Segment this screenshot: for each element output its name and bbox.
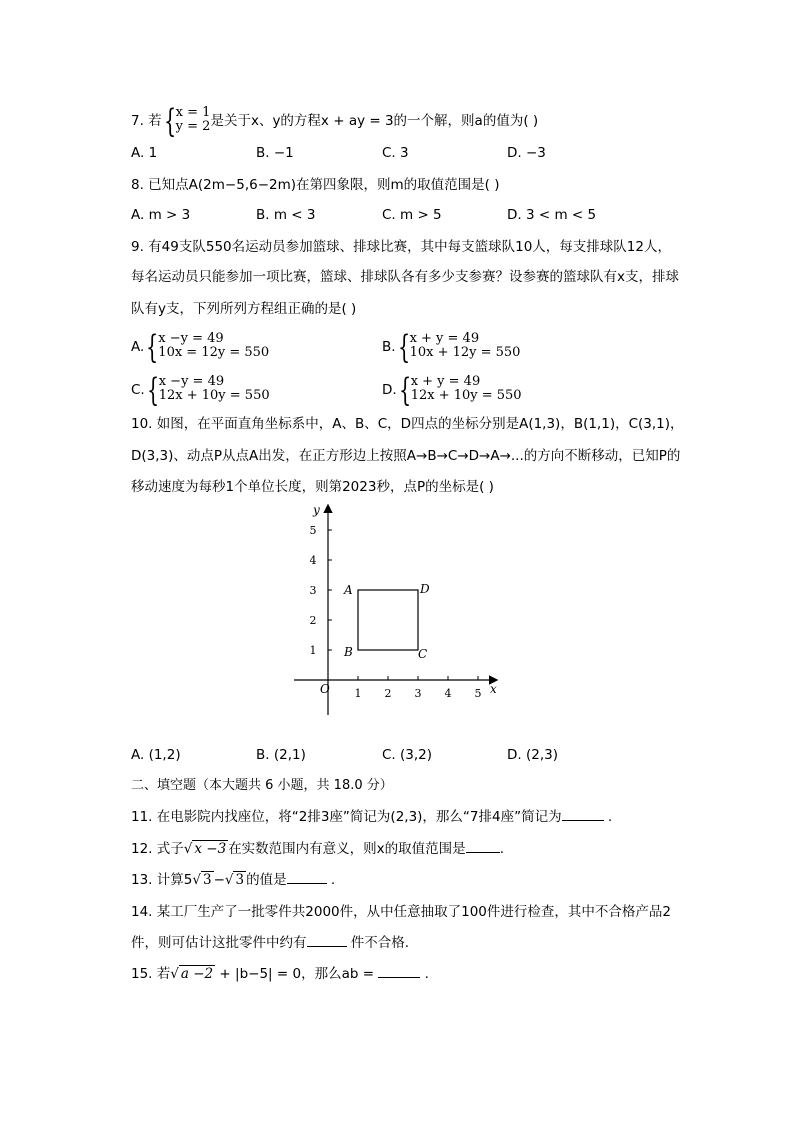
q9-option-a-label: A. — [131, 339, 145, 355]
q9-option-d-label: D. — [382, 382, 397, 398]
q7-system: { x = 1 y = 2 — [163, 102, 211, 140]
q9-option-d: D. { x + y = 49 12x + 10y = 550 — [382, 371, 522, 409]
y-tick-3: 3 — [309, 584, 317, 597]
q10-coordinate-figure — [280, 500, 520, 730]
q9-option-b: B. { x + y = 49 10x + 12y = 550 — [382, 328, 521, 366]
q9-option-a-row1: x −y = 49 — [158, 331, 224, 346]
q11-answer-blank[interactable] — [562, 808, 604, 821]
q7-option-c: C. 3 — [382, 145, 409, 161]
q10-line1: 10. 如图，在平面直角坐标系中，A、B、C，D四点的坐标分别是A(1,3)，B(1,1)，C(3,1)， — [131, 416, 684, 432]
q13-minus: − — [213, 872, 225, 888]
q9-option-c: C. { x −y = 49 12x + 10y = 550 — [131, 371, 270, 409]
q9-line1: 9. 有49支队550名运动员参加篮球、排球比赛，其中每支篮球队10人，每支排球队12人， — [131, 239, 671, 255]
y-tick-2: 2 — [309, 614, 317, 627]
q7-option-a: A. 1 — [131, 145, 158, 161]
y-axis-label: y — [313, 503, 320, 517]
q9-option-c-row1: x −y = 49 — [158, 374, 225, 389]
q10-line3: 移动速度为每秒1个单位长度，则第2023秒，点P的坐标是( ) — [131, 479, 494, 495]
q7-prefix: 7. 若 — [131, 113, 162, 129]
q7-stem — [131, 102, 539, 140]
x-tick-4: 4 — [444, 687, 452, 700]
q9-option-c-row2: 12x + 10y = 550 — [158, 388, 270, 403]
q8-option-b: B. m < 3 — [256, 207, 316, 223]
q15-text: 15. 若 — [131, 966, 171, 982]
q12-stem: 12. 式子√ x −3 在实数范围内有意义，则x的取值范围是 . — [131, 841, 504, 857]
q15-radicand: a −2 — [180, 966, 214, 982]
y-tick-5: 5 — [309, 524, 317, 537]
origin-label: O — [320, 682, 330, 696]
q8-option-a: A. m > 3 — [131, 207, 191, 223]
q8-option-c: C. m > 5 — [382, 207, 442, 223]
q9-line2: 每名运动员只能参加一项比赛，篮球、排球队各有多少支参赛？设参赛的篮球队有x支，排球 — [131, 269, 679, 285]
x-tick-5: 5 — [474, 687, 482, 700]
q11-text: 11. 在电影院内找座位，将“2排3座”简记为(2,3)，那么“7排4座”简记为 — [131, 809, 562, 825]
q13-stem: 13. 计算5√ 3 −√ 3 的值是 . — [131, 872, 336, 888]
q12-text-end: . — [499, 841, 504, 857]
q8-option-d: D. 3 < m < 5 — [507, 207, 597, 223]
q10-line2: D(3,3)、动点P从点A出发，在正方形边上按照A→B→C→D→A→...的方向不断移动，已知P的 — [131, 448, 681, 464]
q9-option-a: A. { x −y = 49 10x = 12y = 550 — [131, 328, 270, 366]
q9-option-c-label: C. — [131, 382, 145, 398]
q12-radicand: x −3 — [194, 841, 227, 857]
q13-radicand-2: 3 — [235, 872, 245, 888]
square-abcd — [358, 590, 418, 650]
point-b-label: B — [344, 645, 353, 659]
q7-sys-row1: x = 1 — [175, 105, 211, 120]
q15-text-end: . — [420, 966, 429, 982]
q14-line2 — [131, 933, 409, 953]
point-c-label: C — [418, 647, 428, 661]
q13-text-mid: 的值是 — [246, 872, 287, 888]
q11-text-end: . — [603, 809, 613, 825]
q8-stem: 8. 已知点A(2m−5,6−2m)在第四象限，则m的取值范围是( ) — [131, 177, 500, 193]
q10-option-d: D. (2,3) — [507, 747, 558, 763]
q9-option-b-row2: 10x + 12y = 550 — [409, 345, 521, 360]
x-tick-1: 1 — [354, 687, 362, 700]
q13-text-end: . — [326, 872, 336, 888]
q14-line1: 14. 某工厂生产了一批零件共2000件，从中任意抽取了100件进行检查，其中不合格产品2 — [131, 904, 671, 920]
q14-answer-blank[interactable] — [307, 934, 347, 947]
q9-option-d-row1: x + y = 49 — [410, 374, 481, 389]
y-tick-1: 1 — [309, 644, 317, 657]
q9-line3: 队有y支，下列所列方程组正确的是( ) — [131, 301, 357, 317]
q7-sys-row2: y = 2 — [175, 119, 211, 134]
q13-text: 13. 计算5 — [131, 872, 193, 888]
q12-answer-blank[interactable] — [466, 840, 500, 853]
q7-option-d: D. −3 — [507, 145, 546, 161]
q9-option-b-row1: x + y = 49 — [409, 331, 480, 346]
q13-radicand-1: 3 — [202, 872, 212, 888]
q15-stem: 15. 若√ a −2 + |b−5| = 0，那么ab = . — [131, 966, 429, 982]
q10-option-b: B. (2,1) — [256, 747, 306, 763]
point-a-label: A — [344, 583, 353, 597]
q9-option-d-row2: 12x + 10y = 550 — [410, 388, 522, 403]
q14-text: 件，则可估计这批零件中约有 — [131, 935, 307, 951]
q14-text-end: 件不合格. — [346, 935, 410, 951]
q9-option-b-label: B. — [382, 339, 396, 355]
q13-answer-blank[interactable] — [287, 871, 327, 884]
q10-option-a: A. (1,2) — [131, 747, 181, 763]
q7-text: 是关于x、y的方程x + ay = 3的一个解，则a的值为( ) — [210, 113, 539, 129]
x-tick-3: 3 — [414, 687, 422, 700]
q7-option-b: B. −1 — [256, 145, 294, 161]
y-tick-4: 4 — [309, 554, 317, 567]
section-fill-in-heading: 二、填空题（本大题共 6 小题，共 18.0 分） — [131, 778, 393, 793]
q12-text-mid: 在实数范围内有意义，则x的取值范围是 — [228, 841, 466, 857]
q15-answer-blank[interactable] — [378, 965, 420, 978]
q9-option-a-row2: 10x = 12y = 550 — [158, 345, 270, 360]
x-axis-label: x — [490, 682, 497, 696]
q10-option-c: C. (3,2) — [382, 747, 433, 763]
point-d-label: D — [420, 582, 430, 596]
q12-text: 12. 式子 — [131, 841, 184, 857]
x-tick-2: 2 — [384, 687, 392, 700]
q11-stem — [131, 807, 612, 827]
q15-text-mid: + |b−5| = 0，那么ab = — [215, 966, 379, 982]
